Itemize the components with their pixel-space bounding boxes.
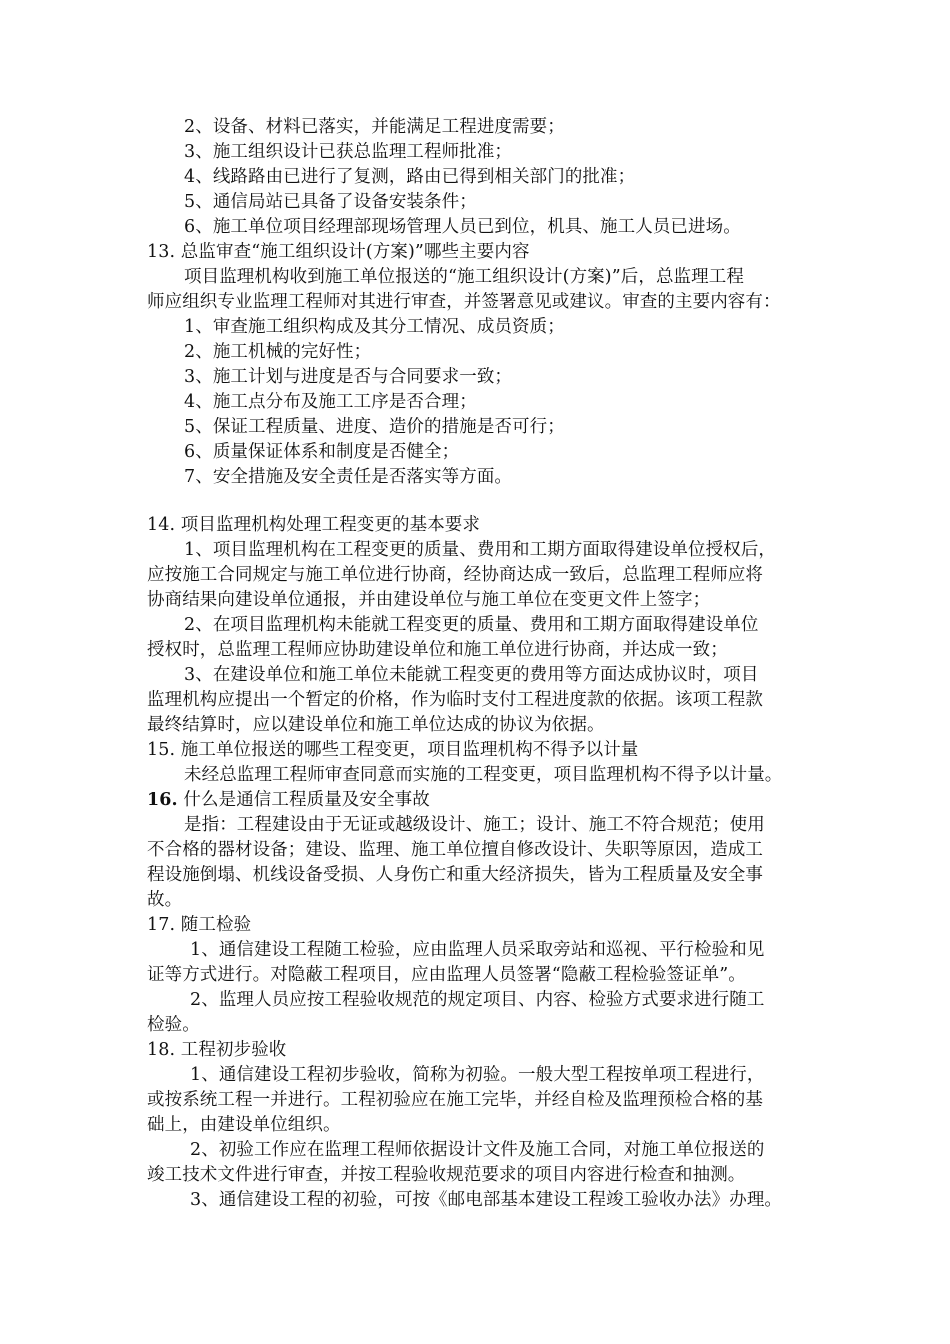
- section-18-line: 或按系统工程一并进行。工程初验应在施工完毕，并经自检及监理预检合格的基: [147, 1090, 763, 1110]
- section-16-line: 不合格的器材设备；建设、监理、施工单位擅自修改设计、失职等原因，造成工: [147, 840, 763, 860]
- list-item: 6、施工单位项目经理部现场管理人员已到位，机具、施工人员已进场。: [184, 217, 741, 237]
- section-13-intro: 项目监理机构收到施工单位报送的“施工组织设计(方案)”后，总监理工程: [184, 267, 744, 287]
- section-16-line: 是指：工程建设由于无证或越级设计、施工；设计、施工不符合规范；使用: [184, 815, 765, 835]
- section-13-item: 1、审查施工组织构成及其分工情况、成员资质；: [184, 317, 565, 337]
- section-16-title: [147, 788, 430, 812]
- section-17-line: 证等方式进行。对隐蔽工程项目，应由监理人员签署“隐蔽工程检验签证单”。: [147, 965, 746, 985]
- section-16-title-text: 什么是通信工程质量及安全事故: [177, 790, 430, 810]
- section-15-line: 未经总监理工程师审查同意而实施的工程变更，项目监理机构不得予以计量。: [184, 765, 783, 785]
- section-18-line: 3、通信建设工程的初验，可按《邮电部基本建设工程竣工验收办法》办理。: [190, 1190, 783, 1210]
- section-14-line: 应按施工合同规定与施工单位进行协商，经协商达成一致后，总监理工程师应将: [147, 565, 763, 585]
- section-16-number: 16.: [147, 790, 178, 810]
- section-13-intro: 师应组织专业监理工程师对其进行审查，并签署意见或建议。审查的主要内容有：: [147, 292, 781, 312]
- section-13-item: 3、施工计划与进度是否与合同要求一致；: [184, 367, 513, 387]
- section-13-item: 7、安全措施及安全责任是否落实等方面。: [184, 467, 513, 487]
- section-13-item: 4、施工点分布及施工工序是否合理；: [184, 392, 477, 412]
- section-14-line: 1、项目监理机构在工程变更的质量、费用和工期方面取得建设单位授权后，: [184, 540, 777, 560]
- section-17-line: 1、通信建设工程随工检验，应由监理人员采取旁站和巡视、平行检验和见: [190, 940, 765, 960]
- list-item: 5、通信局站已具备了设备安装条件；: [184, 192, 477, 212]
- list-item: 3、施工组织设计已获总监理工程师批准；: [184, 142, 513, 162]
- section-13-item: 2、施工机械的完好性；: [184, 342, 372, 362]
- section-18-line: 2、初验工作应在监理工程师依据设计文件及施工合同，对施工单位报送的: [190, 1140, 765, 1160]
- section-17-line: 2、监理人员应按工程验收规范的规定项目、内容、检验方式要求进行随工: [190, 990, 765, 1010]
- section-15-title: 15. 施工单位报送的哪些工程变更，项目监理机构不得予以计量: [147, 740, 639, 760]
- section-14-line: 协商结果向建设单位通报，并由建设单位与施工单位在变更文件上签字；: [147, 590, 711, 610]
- section-14-line: 2、在项目监理机构未能就工程变更的质量、费用和工期方面取得建设单位: [184, 615, 759, 635]
- list-item: 4、线路路由已进行了复测，路由已得到相关部门的批准；: [184, 167, 636, 187]
- section-14-line: 最终结算时，应以建设单位和施工单位达成的协议为依据。: [147, 715, 605, 735]
- section-18-line: 竣工技术文件进行审查，并按工程验收规范要求的项目内容进行检查和抽测。: [147, 1165, 746, 1185]
- section-16-line: 程设施倒塌、机线设备受损、人身伤亡和重大经济损失，皆为工程质量及安全事: [147, 865, 763, 885]
- section-17-title: 17. 随工检验: [147, 915, 252, 935]
- section-14-line: 3、在建设单位和施工单位未能就工程变更的费用等方面达成协议时，项目: [184, 665, 759, 685]
- section-18-title: 18. 工程初步验收: [147, 1040, 287, 1060]
- section-18-line: 1、通信建设工程初步验收，简称为初验。一般大型工程按单项工程进行，: [190, 1065, 765, 1085]
- list-item: 2、设备、材料已落实，并能满足工程进度需要；: [184, 117, 565, 137]
- section-16-line: 故。: [147, 890, 183, 910]
- section-18-line: 础上，由建设单位组织。: [147, 1115, 341, 1135]
- section-14-title: 14. 项目监理机构处理工程变更的基本要求: [147, 515, 480, 535]
- section-17-line: 检验。: [147, 1015, 200, 1035]
- section-14-line: 授权时，总监理工程师应协助建设单位和施工单位进行协商，并达成一致；: [147, 640, 728, 660]
- section-13-item: 6、质量保证体系和制度是否健全；: [184, 442, 460, 462]
- section-13-title: 13. 总监审查“施工组织设计(方案)”哪些主要内容: [147, 242, 530, 262]
- section-13-item: 5、保证工程质量、进度、造价的措施是否可行；: [184, 417, 565, 437]
- section-14-line: 监理机构应提出一个暂定的价格，作为临时支付工程进度款的依据。该项工程款: [147, 690, 763, 710]
